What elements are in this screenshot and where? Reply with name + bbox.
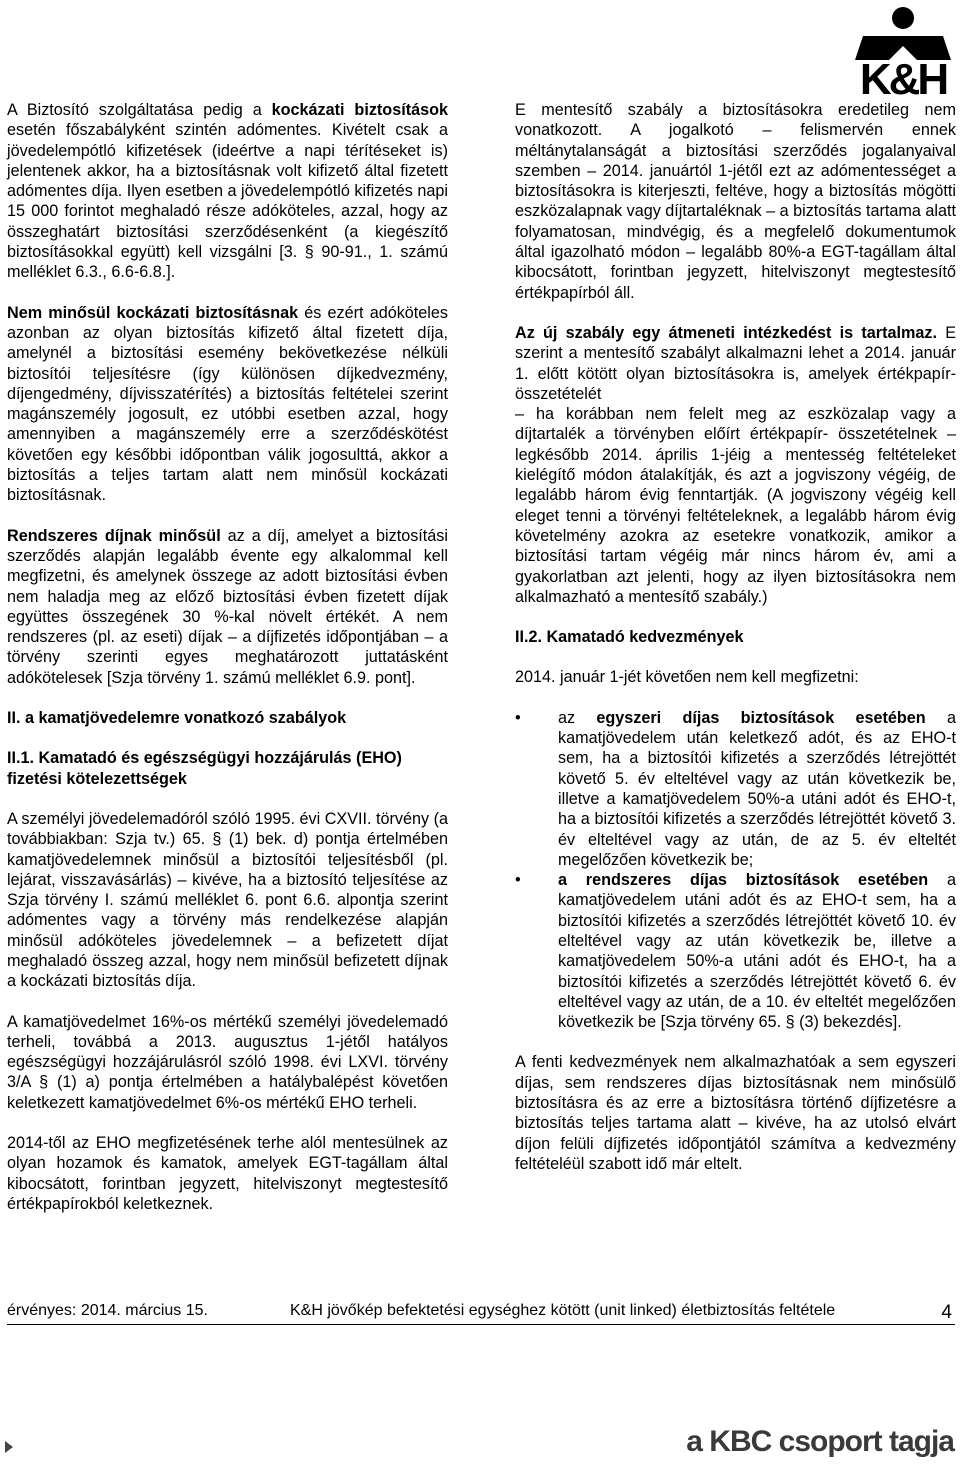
kedvezmeny-list — [515, 708, 956, 1033]
bold-text-run: Rendszeres díjnak minősül — [7, 526, 221, 545]
paragraph-mentesito-szabaly: E mentesítő szabály a biztosításokra eredetileg nem vonatkozott. A jogalkotó – felismervén ennek méltánytalanságát a biztosítási szerződés jogalanyaival szemben – 2014. januártól 1-jétől ezt az adómentességet a biztosításokra is kiterjeszti, feltéve, hogy a biztosítás mögötti eszközalapnak vagy díjtartaléknak – a biztosítás tartama alatt folyamatosan, mindvégig, és a megfelelő dokumentumok által igazolható módon – legalább 80%-a EGT-tagállam által kibocsátott, forintban jegyzett, hitelviszonyt megtestesítő értékpapírból áll. — [515, 101, 956, 302]
text-run: és ezért adóköteles azonban az olyan biztosítás kifizető által fizetett díja, amelynél a biztosítási esemény bekövetkezése nélküli biztosítói teljesítésre (így különösen díjkedvezmény, díjengedmény, díjvisszatérítés) a biztosítás feltételei szerint magánszemély jogosult, ez utóbbi esetben azzal, hogy amennyiben a magánszemély erre a szerződéskötést követően egy későbbi időpontban válik jogosulttá, akkor a biztosítás a teljes tartam alatt nem minősül kockázati biztosításnak. — [7, 303, 448, 505]
kh-logo — [849, 6, 957, 104]
list-item-rendszeres-dijas — [515, 870, 956, 1032]
paragraph-nem-kell-megfizetni: 2014. január 1-jét követően nem kell megfizetni: — [515, 668, 859, 687]
text-run: az — [558, 708, 597, 727]
text-run: a kamatjövedelem után keletkező adót, és az EHO-t sem, ha a biztosítói kifizetés a szerződés létrejöttét követő 5. év elteltével vagy az után következik be, illetve a kamatjövedelem 50%-a utáni adót és EHO-t, ha a biztosítói kifizetés a szerződés létrejöttét követő 3. év elteltével vagy az után, de az 5. év elteltét megelőzően következik be; — [558, 708, 956, 869]
paragraph-nem-minosul — [7, 303, 448, 506]
page-number: 4 — [941, 1302, 952, 1323]
bold-text-run: Az új szabály egy átmeneti intézkedést is tartalmaz. — [515, 323, 937, 342]
paragraph-kockazati — [7, 100, 448, 283]
list-item-egyszeri-dijas — [515, 708, 956, 870]
kh-bank-figure-icon — [855, 6, 951, 60]
paragraph-szja-tv: A személyi jövedelemadóról szóló 1995. évi CXVII. törvény (a továbbiakban: Szja tv.) 65. § (1) bek. d) pontja értelmében kamatjövedelemnek minősül a biztosítói teljesítésből (pl. lejárat, visszavásárlás) – kivéve, ha a biztosító teljesítése az Szja törvény I. számú melléklet 6. pont 6.6. alpontja szerint adómentes vagy a törvény más rendelkezése alapján minősül adóköteles jövedelemnek – a befizetett díjat meghaladó összeg azzal, hogy nem minősül befizetett díjnak a kockázati biztosítás díja. — [7, 809, 448, 991]
heading-kamatjovedelem: II. a kamatjövedelemre vonatkozó szabályok — [7, 709, 347, 728]
heading-kamatado-kedvezmenyek: II.2. Kamatadó kedvezmények — [515, 628, 744, 647]
paragraph-atmeneti-feltetelek: – ha korábban nem felelt meg az eszközalap vagy a díjtartalék a törvényben előírt értékpapír- összetételnek – legkésőbb 2014. április 1-jéig a mentesség feltételeket kielégítő módon átalakítják, és azt a jogviszony végéig, de legalább három évig fenntartják. (A jogviszony végéig kell eleget tenni a törvényi feltételeknek, a legalább három évig követelmény azokra az esetekre vonatkozik, amikor a biztosítási tartam végéig már nincs három év, ami a gyakorlatban azt jelenti, hogy az ilyen biztosításokra nem alkalmazható a mentesítő szabály.) — [515, 405, 956, 606]
paragraph-atmeneti-intezkedes — [515, 323, 956, 404]
corner-arrow-icon — [5, 1441, 13, 1453]
paragraph-kamatjovedelem-ado: A kamatjövedelmet 16%-os mértékű személyi jövedelemadó terheli, továbbá a 2013. augusztus 1-jétől hatályos egészségügyi hozzájárulásról szóló 1998. évi LXVI. törvény 3/A § (1) a) pontja értelmében a hatálybalépést követően keletkezett kamatjövedelmet 6%-os mértékű EHO terheli. — [7, 1012, 448, 1112]
text-run: E szerint a mentesítő szabályt alkalmazni lehet a 2014. január 1. előtt kötött olyan biztosításokra is, amelyek értékpapír-összetételét — [515, 323, 956, 403]
heading-kamatado-eho: II.1. Kamatadó és egészségügyi hozzájárulás (EHO) fizetési kötelezettségek — [7, 749, 402, 788]
text-run: a kamatjövedelem utáni adót és az EHO-t sem, ha a biztosítói kifizetés a szerződés létrejöttét követő 10. év elteltével vagy az után következik be, illetve a kamatjövedelem 50%-a utáni adót és EHO-t, ha a biztosítói kifizetés a szerződés létrejöttét követő 6. év elteltével vagy az után, de a 10. év elteltét megelőzően következik be [Szja törvény 65. § (3) bekezdés]. — [558, 871, 956, 1032]
text-run: esetén főszabályként szintén adómentes. Kivételt csak a jövedelempótló kifizetések (ideértve a napi térítéseket is) jelentenek akkor, ha a biztosításnak volt kifizető által fizetett adómentes díja. Ilyen esetben a jövedelempótló kifizetés napi 15 000 forintot meghaladó része adóköteles, azzal, hogy az összeghatárt biztosítási szerződésenként (a kiegészítő biztosításokkal együtt) kell vizsgálni [3. § 90-91., 1. számú melléklet 6.3., 6.6-6.8.]. — [7, 121, 448, 282]
paragraph-eho-2014: 2014-től az EHO megfizetésének terhe alól mentesülnek az olyan hozamok és kamatok, amelyek EGT-tagállam által kibocsátott, forintban jegyzett, hitelviszonyt megtestesítő értékpapírokból keletkeznek. — [7, 1134, 448, 1213]
logo-text: K&H — [859, 55, 947, 104]
left-column — [7, 100, 448, 1234]
bold-text-run: a rendszeres díjas biztosítások esetében — [558, 871, 929, 890]
bold-text-run: egyszeri díjas biztosítások esetében — [596, 708, 926, 727]
right-column — [515, 100, 956, 1194]
paragraph-rendszeres-dij — [7, 526, 448, 688]
text-run: az a díj, amelyet a biztosítási szerződés alapján legalább évente egy alkalommal kell megfizetni, és amelynek összege az adott biztosítási évben nem haladja meg az előző biztosítási évben fizetett díjak együttes összegének 30 %-kal növelt értékét. A nem rendszeres (pl. az eseti) díjak – a díjfizetés időpontjában – a törvény szerinti egyes meghatározott juttatásként adókötelesek [Szja törvény 1. számú melléklet 6.9. pont]. — [7, 526, 448, 687]
kbc-group-tagline: a KBC csoport tagja — [686, 1425, 954, 1458]
footer-document-title: K&H jövőkép befektetési egységhez kötött (unit linked) életbiztosítás feltétele — [290, 1302, 836, 1319]
text-run: A Biztosító szolgáltatása pedig a — [7, 101, 272, 119]
paragraph-fenti-kedvezmenyek: A fenti kedvezmények nem alkalmazhatóak a sem egyszeri díjas, sem rendszeres díjas biztosításnak nem minősülő biztosításra és az erre a biztosításra történő díjfizetésre a biztosítás teljes tartama alatt – kivéve, ha az utolsó elvárt díjon felüli díjfizetés időpontjától számítva a kedvezmény feltételéül szabott idő már eltelt. — [515, 1053, 956, 1173]
footer-valid-date: érvényes: 2014. március 15. — [7, 1302, 208, 1319]
bold-text-run: Nem minősül kockázati biztosításnak — [7, 303, 299, 322]
bold-text-run: kockázati biztosítások — [271, 101, 448, 119]
page-footer — [7, 1302, 955, 1325]
